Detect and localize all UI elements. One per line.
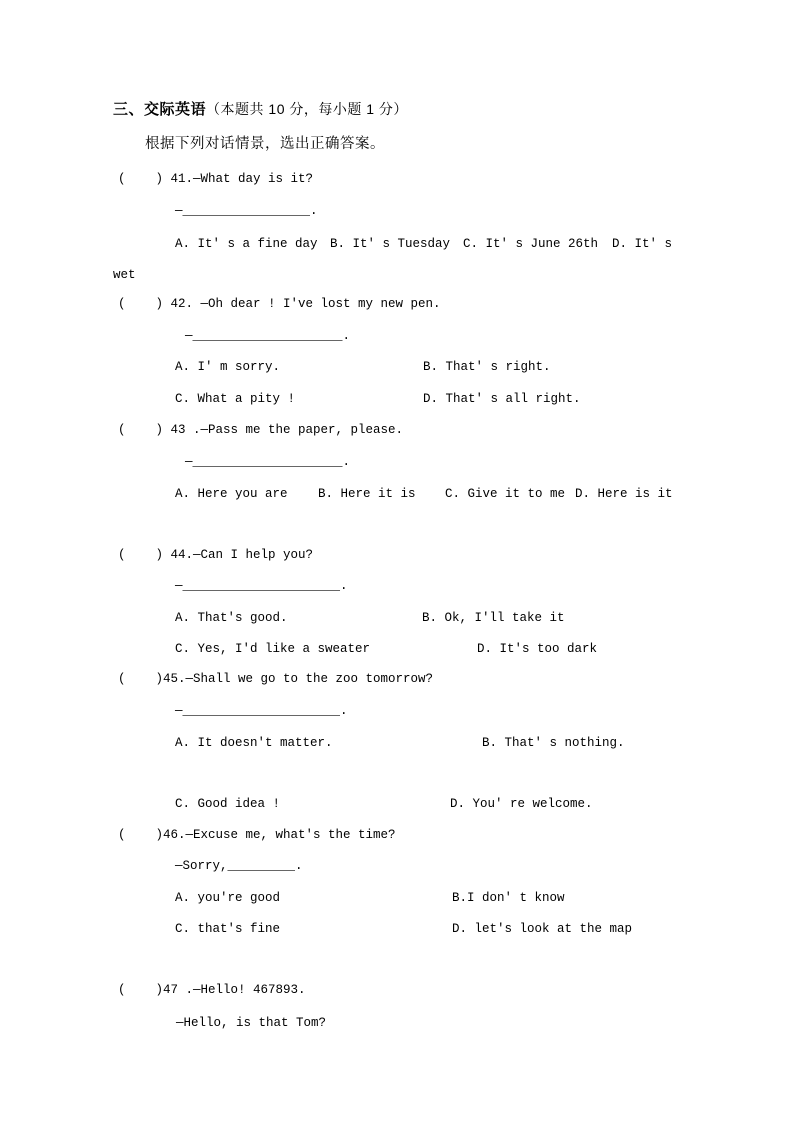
question-44-blank: —_____________________.: [175, 579, 348, 593]
question-44-lead: ( ) 44.—Can I help you?: [118, 548, 314, 562]
question-44-option-a: A. That's good.: [175, 611, 288, 625]
question-41-lead: ( ) 41.—What day is it?: [118, 172, 314, 186]
question-42-lead: ( ) 42. —Oh dear ! I've lost my new pen.: [118, 297, 441, 311]
question-43-blank: —____________________.: [185, 455, 351, 469]
question-43-option-d: D. Here is it: [575, 487, 673, 501]
question-46-lead: ( )46.—Excuse me, what's the time?: [118, 828, 396, 842]
question-45-option-d: D. You' re welcome.: [450, 797, 593, 811]
question-42-option-b: B. That' s right.: [423, 360, 551, 374]
question-46-blank: —Sorry,_________.: [175, 859, 303, 873]
question-46-option-a: A. you're good: [175, 891, 281, 905]
question-41-option-b: B. It' s Tuesday: [330, 237, 451, 251]
question-42-option-a: A. I' m sorry.: [175, 360, 281, 374]
question-47-lead: ( )47 .—Hello! 467893.: [118, 983, 306, 997]
section-instruction: 根据下列对话情景，选出正确答案。: [145, 136, 385, 152]
question-41-option-a: A. It' s a fine day: [175, 237, 318, 251]
question-43-option-c: C. Give it to me: [445, 487, 566, 501]
question-47-reply: —Hello, is that Tom?: [176, 1016, 327, 1030]
section-header: [113, 100, 408, 119]
question-45-blank: —_____________________.: [175, 704, 348, 718]
question-46-option-d: D. let's look at the map: [452, 922, 633, 936]
section-title: 三、交际英语: [113, 101, 207, 118]
question-41-blank: —_________________.: [175, 204, 318, 218]
question-44-option-d: D. It's too dark: [477, 642, 598, 656]
question-45-option-c: C. Good idea !: [175, 797, 281, 811]
question-42-blank: —____________________.: [185, 329, 351, 343]
question-45-option-b: B. That' s nothing.: [482, 736, 625, 750]
question-45-lead: ( )45.—Shall we go to the zoo tomorrow?: [118, 672, 434, 686]
question-43-lead: ( ) 43 .—Pass me the paper, please.: [118, 423, 404, 437]
question-41-option-d-wrap: wet: [113, 268, 136, 282]
section-note: （本题共 10 分，每小题 1 分）: [206, 101, 408, 117]
question-42-option-d: D. That' s all right.: [423, 392, 581, 406]
question-43-option-a: A. Here you are: [175, 487, 288, 501]
question-44-option-b: B. Ok, I'll take it: [422, 611, 565, 625]
question-41-option-c: C. It' s June 26th: [463, 237, 599, 251]
question-42-option-c: C. What a pity !: [175, 392, 296, 406]
question-45-option-a: A. It doesn't matter.: [175, 736, 333, 750]
question-41-option-d: D. It' s: [612, 237, 673, 251]
question-46-option-b: B.I don' t know: [452, 891, 565, 905]
question-44-option-c: C. Yes, I'd like a sweater: [175, 642, 371, 656]
question-43-option-b: B. Here it is: [318, 487, 416, 501]
question-46-option-c: C. that's fine: [175, 922, 281, 936]
